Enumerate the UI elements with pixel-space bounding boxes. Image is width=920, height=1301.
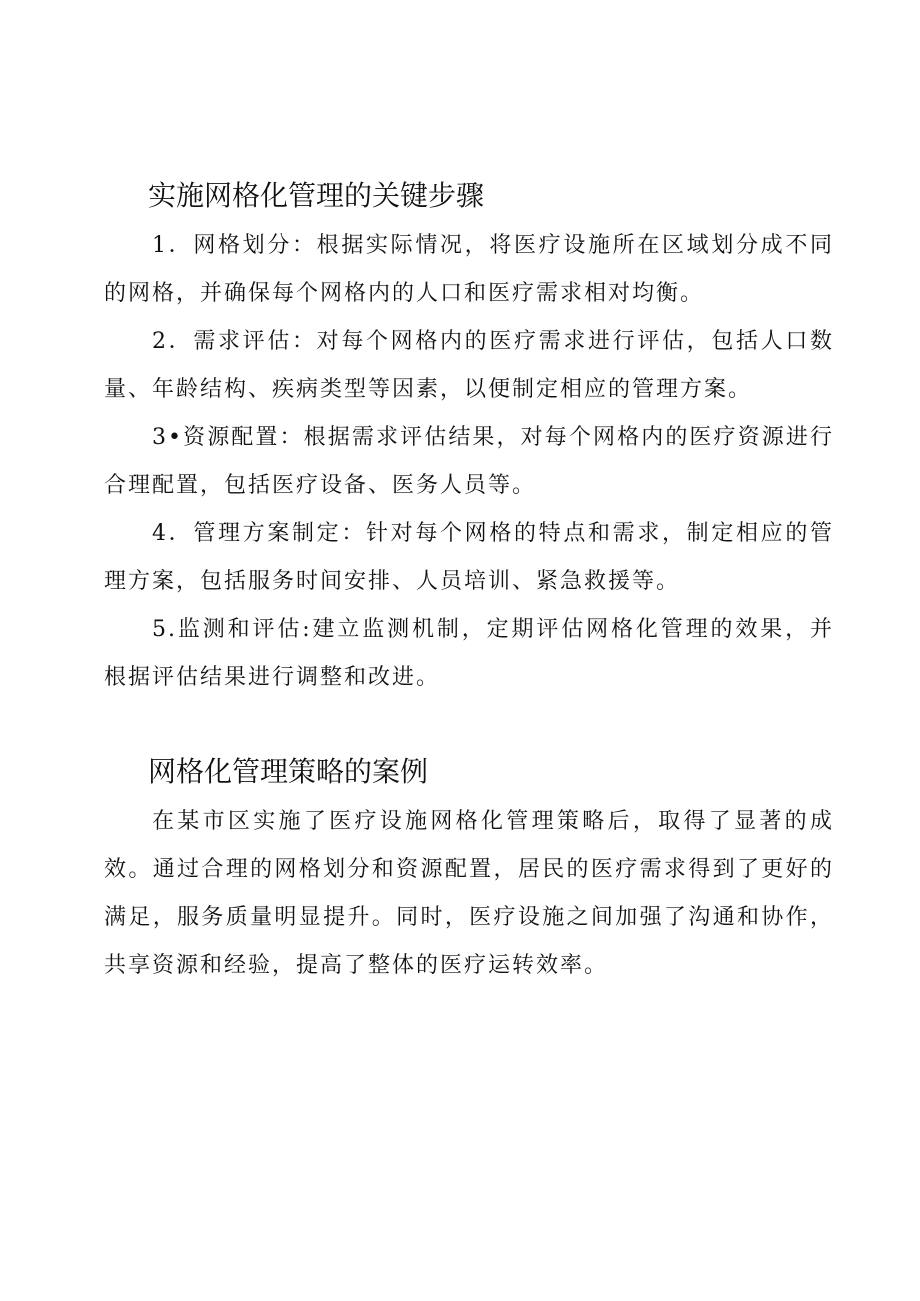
section-heading-case-study: 网格化管理策略的案例	[148, 755, 429, 788]
section-spacer	[104, 702, 834, 746]
case-study-paragraph: 在某市区实施了医疗设施网格化管理策略后，取得了显著的成效。通过合理的网格划分和资源配置，居民的医疗需求得到了更好的满足，服务质量明显提升。同时，医疗设施之间加强了沟通和协作，共享资源和经验，提高了整体的医疗运转效率。	[104, 809, 834, 978]
step-item-3: 3•资源配置：根据需求评估结果，对每个网格内的医疗资源进行合理配置，包括医疗设备、医务人员等。	[104, 425, 834, 498]
document-content	[104, 170, 834, 990]
step-item-5: 5.监测和评估:建立监测机制，定期评估网格化管理的效果，并根据评估结果进行调整和改进。	[104, 617, 834, 690]
step-item-2: 2．需求评估：对每个网格内的医疗需求进行评估，包括人口数量、年龄结构、疾病类型等因素，以便制定相应的管理方案。	[104, 329, 834, 402]
section-case-study	[104, 746, 834, 990]
step-item-1: 1．网格划分：根据实际情况，将医疗设施所在区域划分成不同的网格，并确保每个网格内的人口和医疗需求相对均衡。	[104, 233, 834, 306]
steps-list	[104, 222, 834, 702]
section-key-steps	[104, 170, 834, 702]
section-heading-key-steps: 实施网格化管理的关键步骤	[148, 179, 485, 212]
step-item-4: 4．管理方案制定：针对每个网格的特点和需求，制定相应的管理方案，包括服务时间安排、人员培训、紧急救援等。	[104, 521, 834, 594]
